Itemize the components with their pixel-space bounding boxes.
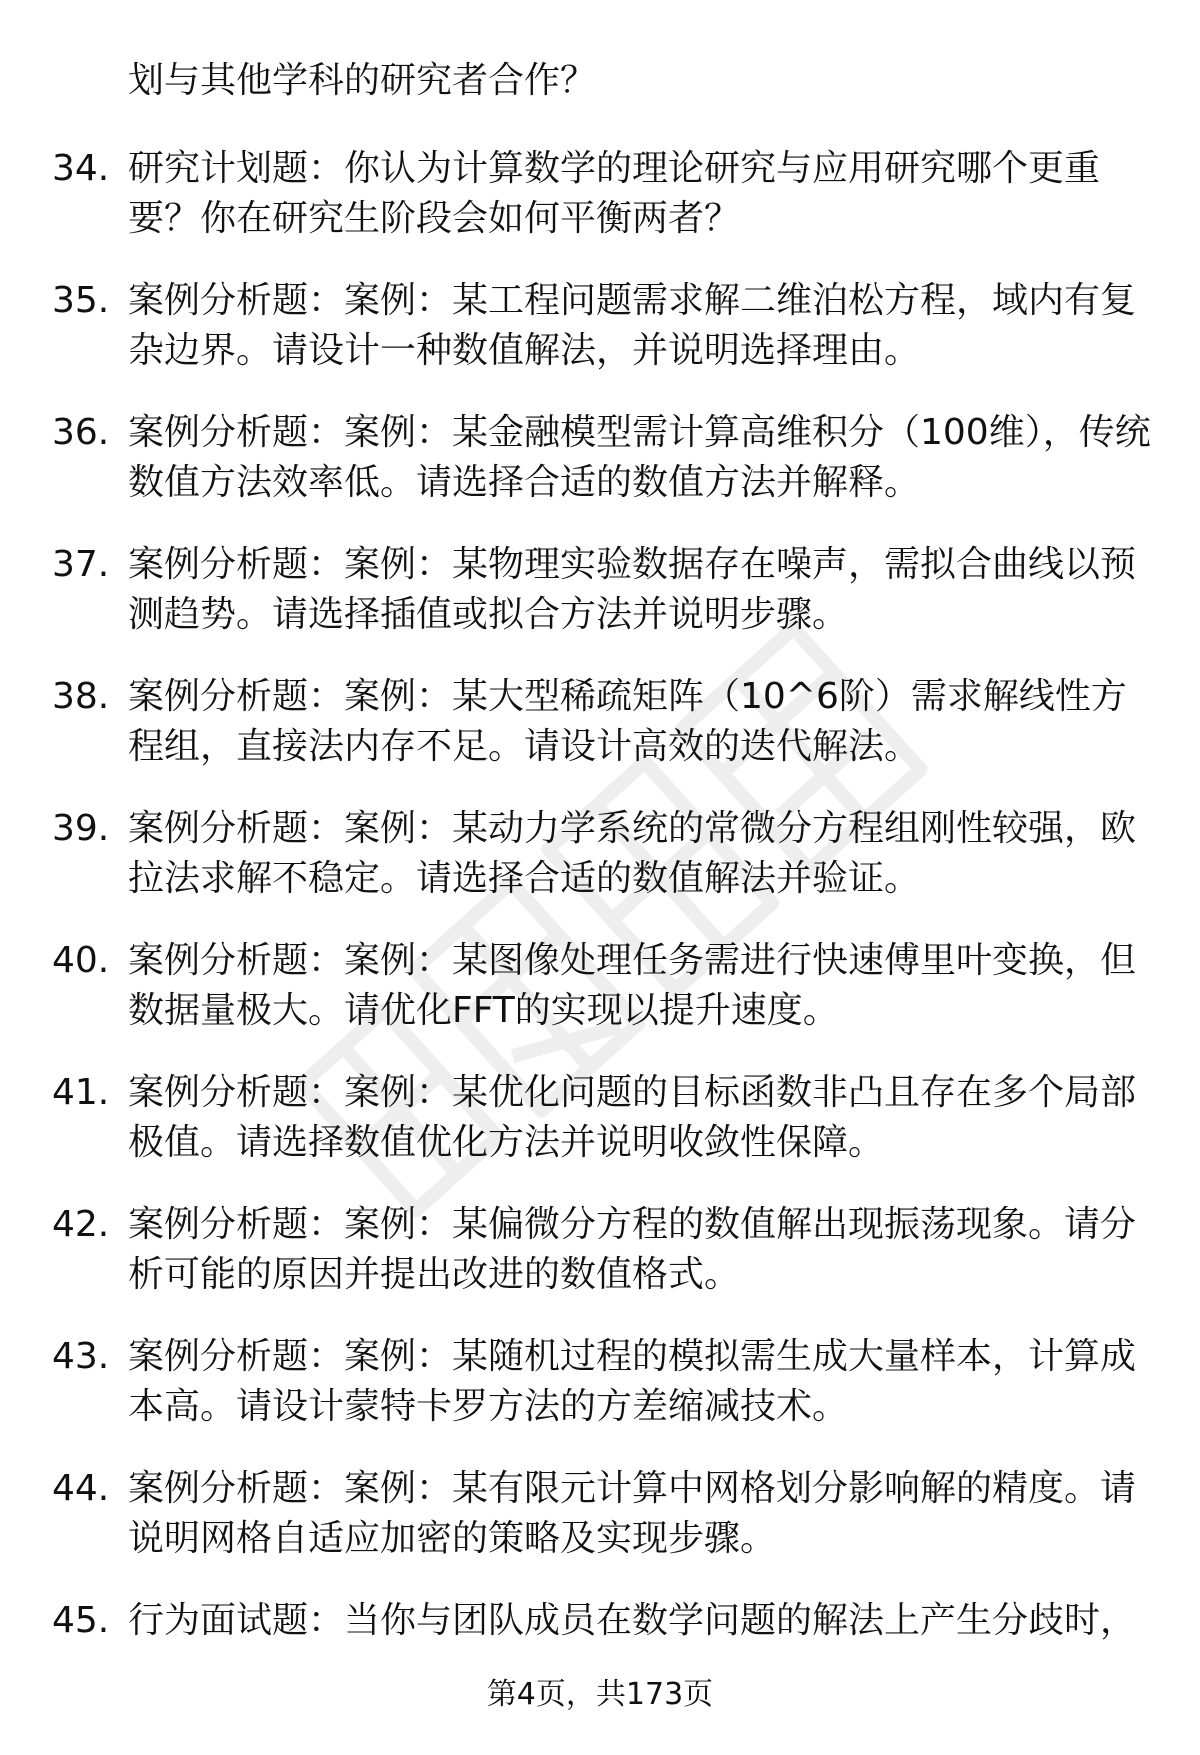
- question-number: 41.: [52, 1072, 110, 1113]
- question-item: [0, 1320, 1200, 1452]
- question-number: 42.: [52, 1204, 110, 1245]
- question-text: 案例分析题：案例：某随机过程的模拟需生成大量样本，计算成本高。请设计蒙特卡罗方法的方差缩减技术。: [128, 1336, 1137, 1427]
- question-item: [0, 792, 1200, 924]
- question-number: 45.: [52, 1600, 110, 1641]
- question-number: 34.: [52, 148, 110, 189]
- question-number: 35.: [52, 280, 110, 321]
- question-text: 案例分析题：案例：某金融模型需计算高维积分（100维），传统数值方法效率低。请选择合适的数值方法并解释。: [128, 412, 1151, 503]
- question-number: 36.: [52, 412, 110, 453]
- question-item: [0, 132, 1200, 264]
- question-text: 案例分析题：案例：某优化问题的目标函数非凸且存在多个局部极值。请选择数值优化方法并说明收敛性保障。: [128, 1072, 1137, 1163]
- question-text: 案例分析题：案例：某工程问题需求解二维泊松方程，域内有复杂边界。请设计一种数值解法，并说明选择理由。: [128, 280, 1137, 371]
- question-number: 44.: [52, 1468, 110, 1509]
- question-item: [0, 264, 1200, 396]
- question-text: 案例分析题：案例：某大型稀疏矩阵（10^6阶）需求解线性方程组，直接法内存不足。请设计高效的迭代解法。: [128, 676, 1127, 767]
- question-number: 37.: [52, 544, 110, 585]
- question-item: [0, 1452, 1200, 1584]
- question-item: [0, 1188, 1200, 1320]
- question-item: [0, 396, 1200, 528]
- question-item: [0, 924, 1200, 1056]
- question-text: 行为面试题：当你与团队成员在数学问题的解法上产生分歧时，: [128, 1600, 1137, 1641]
- question-item: [0, 660, 1200, 792]
- continuation-text: 划与其他学科的研究者合作？: [128, 60, 597, 101]
- question-text: 案例分析题：案例：某物理实验数据存在噪声，需拟合曲线以预测趋势。请选择插值或拟合方法并说明步骤。: [128, 544, 1137, 635]
- question-number: 40.: [52, 940, 110, 981]
- question-text: 案例分析题：案例：某图像处理任务需进行快速傅里叶变换，但数据量极大。请优化FFT的实现以提升速度。: [128, 940, 1137, 1031]
- question-number: 39.: [52, 808, 110, 849]
- question-text: 案例分析题：案例：某偏微分方程的数值解出现振荡现象。请分析可能的原因并提出改进的数值格式。: [128, 1204, 1137, 1295]
- question-number: 43.: [52, 1336, 110, 1377]
- question-text: 研究计划题：你认为计算数学的理论研究与应用研究哪个更重要？你在研究生阶段会如何平衡两者？: [128, 148, 1101, 239]
- question-text: 案例分析题：案例：某动力学系统的常微分方程组刚性较强，欧拉法求解不稳定。请选择合适的数值解法并验证。: [128, 808, 1137, 899]
- page-footer: 第4页，共173页: [486, 1677, 714, 1712]
- question-number: 38.: [52, 676, 110, 717]
- question-text: 案例分析题：案例：某有限元计算中网格划分影响解的精度。请说明网格自适应加密的策略及实现步骤。: [128, 1468, 1137, 1559]
- question-item: [0, 1056, 1200, 1188]
- question-item: [0, 528, 1200, 660]
- question-list: [0, 132, 1200, 1716]
